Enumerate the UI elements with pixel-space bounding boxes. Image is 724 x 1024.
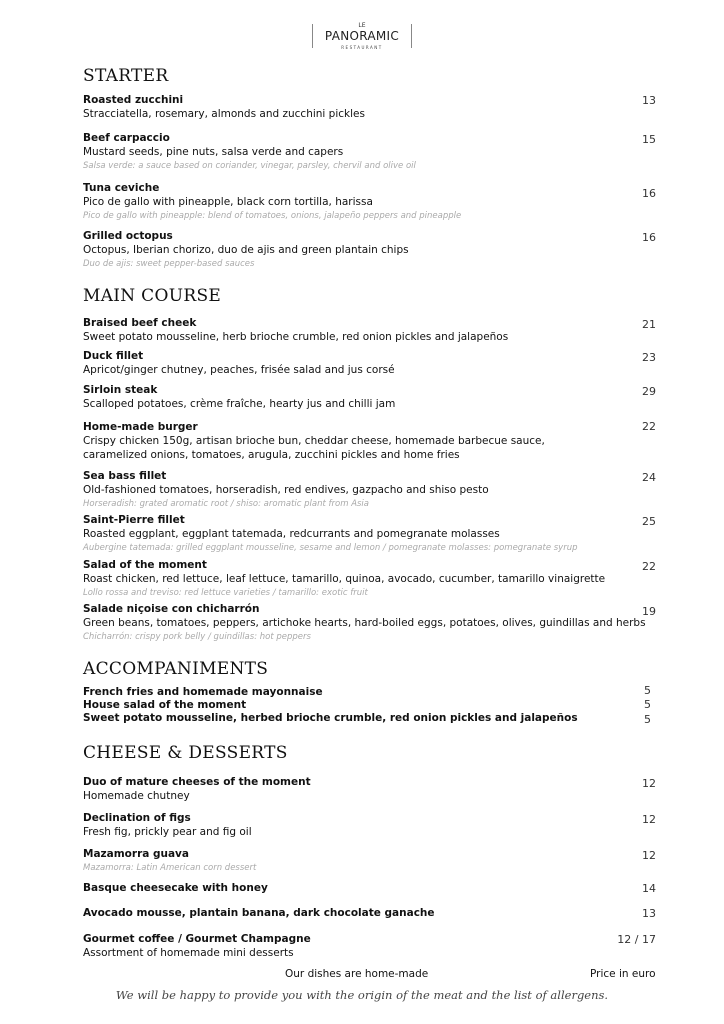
menu-item-note: Duo de ajis: sweet pepper-based sauces [83,259,255,269]
section-heading: MAIN COURSE [83,286,222,306]
menu-item-description: Crispy chicken 150g, artisan brioche bun, cheddar cheese, homemade barbecue sauce, [83,435,545,447]
menu-item-note: Mazamorra: Latin American corn dessert [83,863,257,873]
menu-item-description: Mustard seeds, pine nuts, salsa verde and capers [83,146,344,158]
menu-item-note: Aubergine tatemada: grilled eggplant mousseline, sesame and lemon / pomegranate molasses: pomegranate syrup [83,543,578,553]
menu-item-price: 14 [642,882,656,895]
logo-top: LE [358,22,366,29]
homemade-note: Our dishes are home-made [285,968,429,980]
menu-item-price: 29 [642,385,656,398]
menu-item-name: Sweet potato mousseline, herbed brioche crumble, red onion pickles and jalapeños [83,712,578,724]
menu-item-description: Green beans, tomatoes, peppers, artichoke hearts, hard-boiled eggs, potatoes, olives, guindillas and herbs [83,617,646,629]
menu-item-name: Home-made burger [83,421,198,433]
menu-item-price: 13 [642,94,656,107]
menu-item-name: Mazamorra guava [83,848,189,860]
menu-item-note: Horseradish: grated aromatic root / shiso: aromatic plant from Asia [83,499,370,509]
menu-item-name: Avocado mousse, plantain banana, dark chocolate ganache [83,907,435,919]
menu-item-name: Gourmet coffee / Gourmet Champagne [83,933,311,945]
menu-item-name: Duck fillet [83,350,144,362]
logo-sub: RESTAURANT [341,45,383,50]
menu-item-price: 13 [642,907,656,920]
menu-item-price: 5 [644,698,651,711]
menu-item-description: Sweet potato mousseline, herb brioche crumble, red onion pickles and jalapeños [83,331,509,343]
menu-item-note: Lollo rossa and treviso: red lettuce varieties / tamarillo: exotic fruit [83,588,368,598]
menu-item-price: 5 [644,713,651,726]
menu-item-description: caramelized onions, tomatoes, arugula, zucchini pickles and home fries [83,449,460,461]
menu-item-name: Beef carpaccio [83,132,170,144]
menu-item-description: Assortment of homemade mini desserts [83,947,294,959]
menu-item-price: 23 [642,351,656,364]
menu-item-note: Salsa verde: a sauce based on coriander, vinegar, parsley, chervil and olive oil [83,161,416,171]
menu-item-name: French fries and homemade mayonnaise [83,686,323,698]
menu-item-price: 22 [642,560,656,573]
menu-item-price: 16 [642,187,656,200]
menu-item-price: 12 [642,813,656,826]
menu-item-price: 24 [642,471,656,484]
currency-note: Price in euro [590,968,656,980]
menu-item-description: Apricot/ginger chutney, peaches, frisée salad and jus corsé [83,364,395,376]
section-heading: ACCOMPANIMENTS [83,659,269,679]
menu-item-name: Braised beef cheek [83,317,197,329]
menu-item-name: Sea bass fillet [83,470,167,482]
menu-item-description: Pico de gallo with pineapple, black corn tortilla, harissa [83,196,373,208]
menu-item-description: Roast chicken, red lettuce, leaf lettuce, tamarillo, quinoa, avocado, cucumber, tamarillo vinaigrette [83,573,606,585]
menu-item-price: 22 [642,420,656,433]
menu-item-name: Grilled octopus [83,230,173,242]
restaurant-logo [312,24,412,48]
menu-item-price: 12 [642,777,656,790]
menu-item-description: Homemade chutney [83,790,190,802]
menu-item-description: Stracciatella, rosemary, almonds and zucchini pickles [83,108,365,120]
menu-item-name: Salad of the moment [83,559,207,571]
menu-item-name: Saint-Pierre fillet [83,514,185,526]
menu-item-price: 25 [642,515,656,528]
menu-item-price: 12 / 17 [617,933,656,946]
menu-item-description: Fresh fig, prickly pear and fig oil [83,826,252,838]
menu-item-name: Basque cheesecake with honey [83,882,268,894]
section-heading: CHEESE & DESSERTS [83,743,288,763]
menu-item-name: Tuna ceviche [83,182,160,194]
menu-item-name: Roasted zucchini [83,94,184,106]
menu-item-price: 16 [642,231,656,244]
menu-item-price: 12 [642,849,656,862]
menu-item-name: Declination of figs [83,812,191,824]
menu-item-description: Octopus, Iberian chorizo, duo de ajis and green plantain chips [83,244,409,256]
menu-item-price: 19 [642,605,656,618]
menu-item-name: Sirloin steak [83,384,158,396]
menu-item-note: Chicharrón: crispy pork belly / guindillas: hot peppers [83,632,311,642]
section-heading: STARTER [83,66,169,86]
menu-item-price: 21 [642,318,656,331]
menu-item-note: Pico de gallo with pineapple: blend of tomatoes, onions, jalapeño peppers and pineapple [83,211,462,221]
menu-item-name: Duo of mature cheeses of the moment [83,776,311,788]
logo-name: PANORAMIC [324,29,400,43]
menu-item-name: House salad of the moment [83,699,247,711]
menu-item-description: Scalloped potatoes, crème fraîche, hearty jus and chilli jam [83,398,396,410]
menu-item-description: Roasted eggplant, eggplant tatemada, redcurrants and pomegranate molasses [83,528,500,540]
menu-item-description: Old-fashioned tomatoes, horseradish, red endives, gazpacho and shiso pesto [83,484,489,496]
menu-item-name: Salade niçoise con chicharrón [83,603,260,615]
menu-item-price: 15 [642,133,656,146]
menu-item-price: 5 [644,684,651,697]
allergens-note: We will be happy to provide you with the origin of the meat and the list of allergens. [115,988,609,1002]
